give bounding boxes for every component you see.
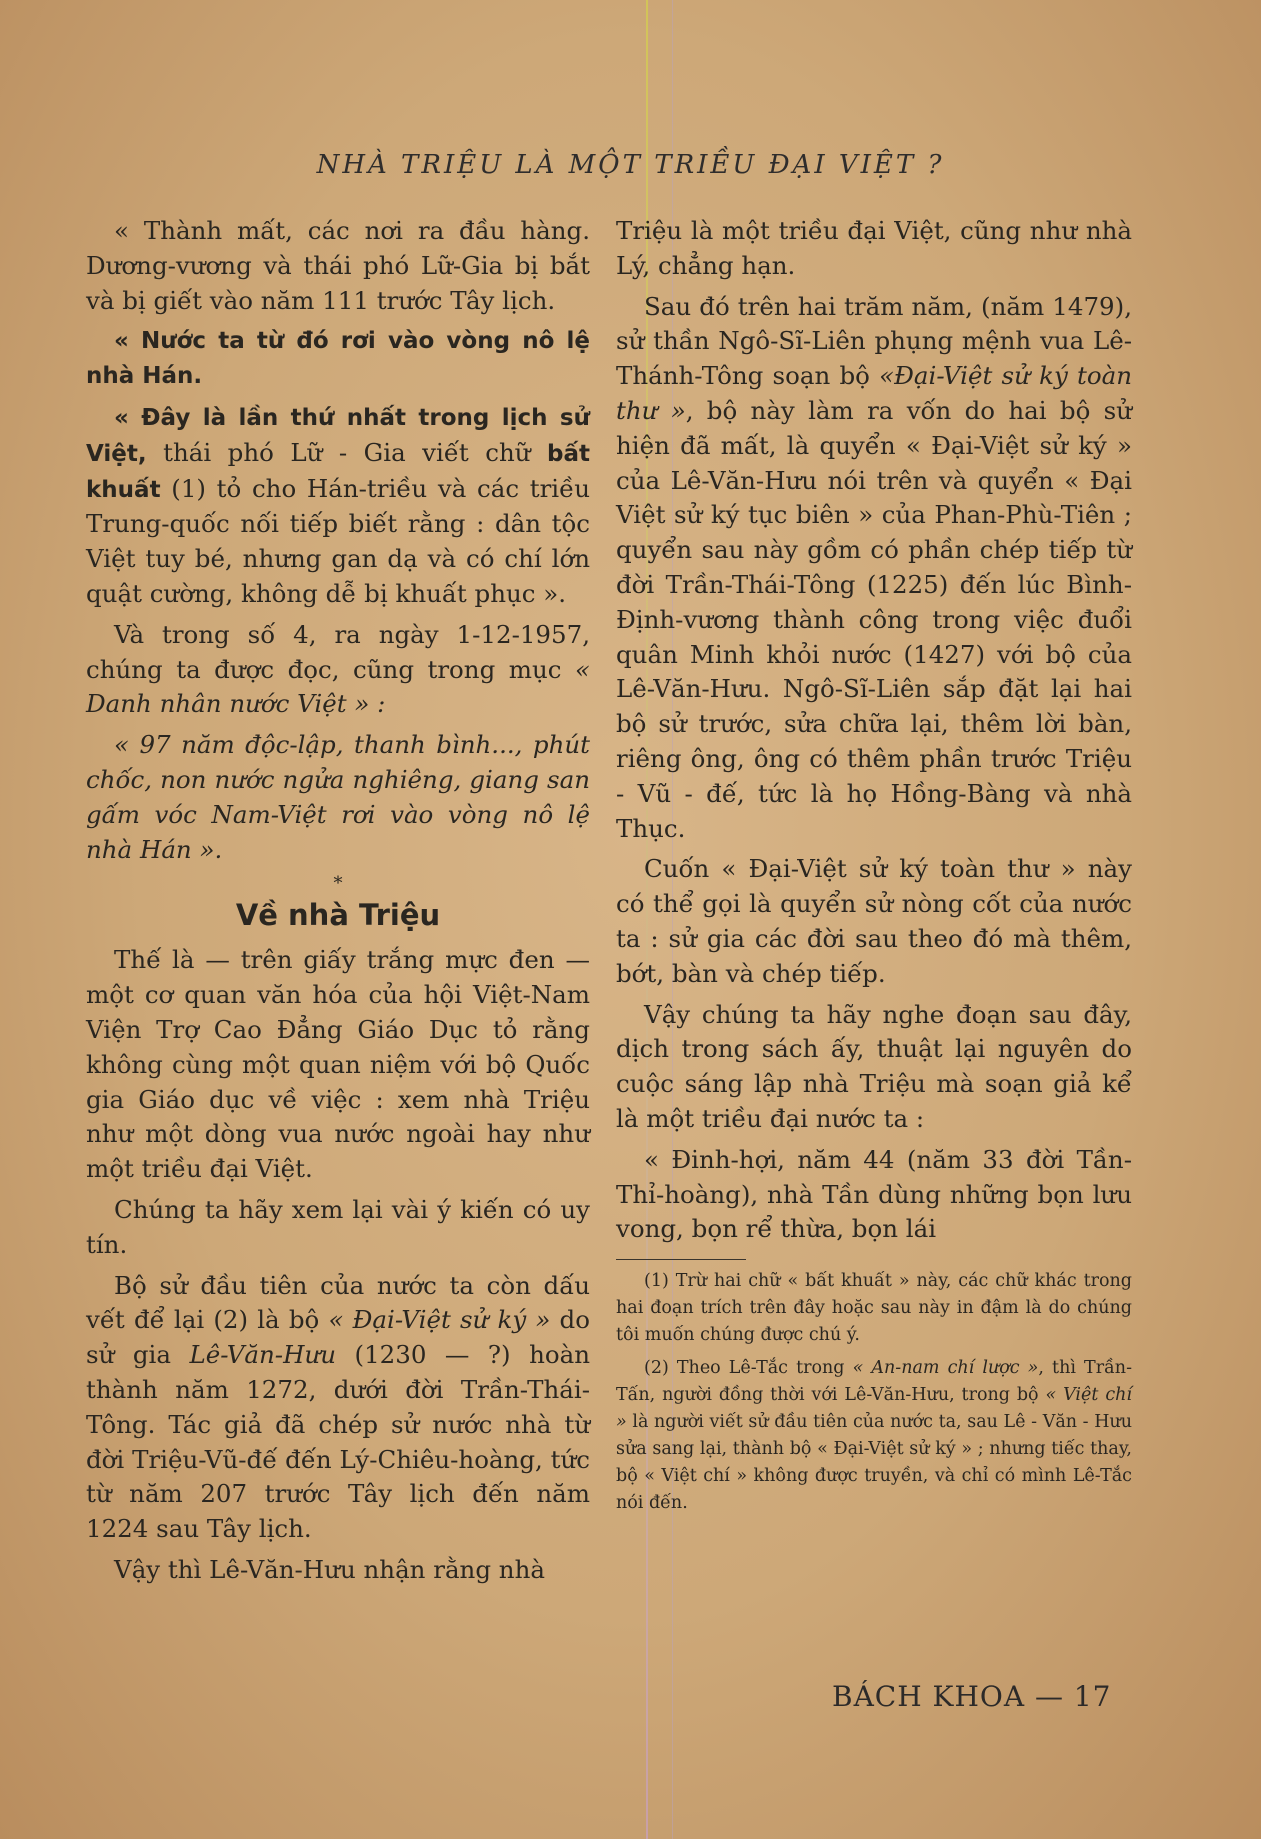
footnote-1: (1) Trừ hai chữ « bất khuất » này, các chữ khác trong hai đoạn trích trên đây hoặc sau này in đậm là do chúng tôi muốn chúng được chú ý. xyxy=(616,1271,1132,1346)
paragraph: Vậy chúng ta hãy nghe đoạn sau đây, dịch trong sách ấy, thuật lại nguyên do cuộc sáng lập nhà Triệu mà soạn giả kể là một triều đại nước ta : xyxy=(616,999,1132,1133)
text: , thì Trần-Tấn, người đồng thời với Lê-Văn-Hưu, trong bộ xyxy=(616,1358,1132,1406)
paragraph: Triệu là một triều đại Việt, cũng như nhà Lý, chẳng hạn. xyxy=(616,216,1132,280)
italic-quote: « 97 năm độc-lập, thanh bình..., phút chốc, non nước ngửa nghiêng, giang san gấm vóc Nam-Việt rơi vào vòng nô lệ nhà Hán ». xyxy=(86,730,590,864)
running-head: NHÀ TRIỆU LÀ MỘT TRIỀU ĐẠI VIỆT ? xyxy=(316,150,945,180)
italic-text: « An-nam chí lược » xyxy=(852,1358,1039,1379)
paragraph: Vậy thì Lê-Văn-Hưu nhận rằng nhà xyxy=(114,1554,545,1584)
paragraph: Cuốn « Đại-Việt sử ký toàn thư » này có thể gọi là quyển sử nòng cốt của nước ta : sử gia các đời sau theo đó mà thêm, bớt, bàn và chép tiếp. xyxy=(616,854,1132,988)
left-column xyxy=(86,214,590,1594)
paragraph xyxy=(86,618,590,722)
right-column xyxy=(616,214,1132,1523)
footnote-rule xyxy=(616,1259,746,1260)
text: , bộ này làm ra vốn do hai bộ sử hiện đã mất, là quyển « Đại-Việt sử ký » của Lê-Văn-Hưu nói trên và quyển « Đại Việt sử ký tục biên » của Phan-Phù-Tiên ; quyển sau này gồm có phần chép tiếp từ đời Trần-Thái-Tông (1225) đến lúc Bình-Định-vương thành công trong việc đuổi quân Minh khỏi nước (1427) với bộ của Lê-Văn-Hưu. Ngô-Sĩ-Liên sắp đặt lại hai bộ sử trước, sửa chữa lại, thêm lời bàn, riêng ông, ông có thêm phần trước Triệu - Vũ - đế, tức là họ Hồng-Bàng và nhà Thục. xyxy=(616,395,1132,843)
italic-text: « Việt chí » xyxy=(616,1385,1132,1433)
paragraph: Thế là — trên giấy trắng mực đen — một cơ quan văn hóa của hội Việt-Nam Viện Trợ Cao Đẳng Giáo Dục tỏ rằng không cùng một quan niệm với bộ Quốc gia Giáo dục về việc : xem nhà Triệu như một dòng vua nước ngoài hay như một triều đại Việt. xyxy=(86,945,590,1184)
italic-text: « Danh nhân nước Việt » : xyxy=(86,654,590,719)
text: do sử gia xyxy=(86,1305,590,1370)
italic-text: « Đại-Việt sử ký » xyxy=(328,1305,551,1335)
text: Và trong số 4, ra ngày 1-12-1957, chúng ta được đọc, cũng trong mục xyxy=(86,619,590,684)
section-separator: * xyxy=(333,873,343,895)
text: thái phó Lữ - Gia viết chữ xyxy=(146,437,548,467)
text: (1230 — ?) hoàn thành năm 1272, dưới đời Trần-Thái-Tông. Tác giả đã chép sử nước nhà từ đời Triệu-Vũ-đế đến Lý-Chiêu-hoàng, tức từ năm 207 trước Tây lịch đến năm 1224 sau Tây lịch. xyxy=(86,1340,590,1544)
italic-text: «Đại-Việt sử ký toàn thư » xyxy=(616,361,1132,425)
italic-text: Lê-Văn-Hưu xyxy=(189,1340,337,1370)
text: là người viết sử đầu tiên của nước ta, sau Lê - Văn - Hưu sửa sang lại, thành bộ « Đại-Việt sử ký » ; nhưng tiếc thay, bộ « Việt chí » không được truyền, và chỉ có mình Lê-Tắc nói đến. xyxy=(616,1412,1132,1514)
paragraph xyxy=(86,400,590,612)
paragraph xyxy=(86,1269,590,1547)
paragraph: « Thành mất, các nơi ra đầu hàng. Dương-vương và thái phó Lữ-Gia bị bắt và bị giết vào năm 111 trước Tây lịch. xyxy=(86,216,590,315)
footnote-2 xyxy=(616,1355,1132,1517)
bold-text: bất khuất xyxy=(86,440,590,503)
paragraph: Chúng ta hãy xem lại vài ý kiến có uy tín. xyxy=(86,1194,590,1259)
page-footer: BÁCH KHOA — 17 xyxy=(832,1680,1112,1713)
paragraph: « Đinh-hợi, năm 44 (năm 33 đời Tần-Thỉ-hoàng), nhà Tần dùng những bọn lưu vong, bọn rể thừa, bọn lái xyxy=(616,1144,1132,1244)
text: Bộ sử đầu tiên của nước ta còn dấu vết để lại (2) là bộ xyxy=(86,1270,590,1335)
text: Sau đó trên hai trăm năm, (năm 1479), sử thần Ngô-Sĩ-Liên phụng mệnh vua Lê-Thánh-Tông soạn bộ xyxy=(616,291,1132,391)
text: (1) tỏ cho Hán-triều và các triều Trung-quốc nối tiếp biết rằng : dân tộc Việt tuy bé, nhưng gan dạ và có chí lớn quật cường, không dễ bị khuất phục ». xyxy=(86,473,590,608)
paragraph xyxy=(616,290,1132,847)
bold-text: « Đây là lần thứ nhất trong lịch sử Việt, xyxy=(86,404,590,467)
bold-paragraph: « Nước ta từ đó rơi vào vòng nô lệ nhà Hán. xyxy=(86,328,590,390)
section-title: Về nhà Triệu xyxy=(235,898,441,933)
text: (2) Theo Lê-Tắc trong xyxy=(644,1358,853,1379)
